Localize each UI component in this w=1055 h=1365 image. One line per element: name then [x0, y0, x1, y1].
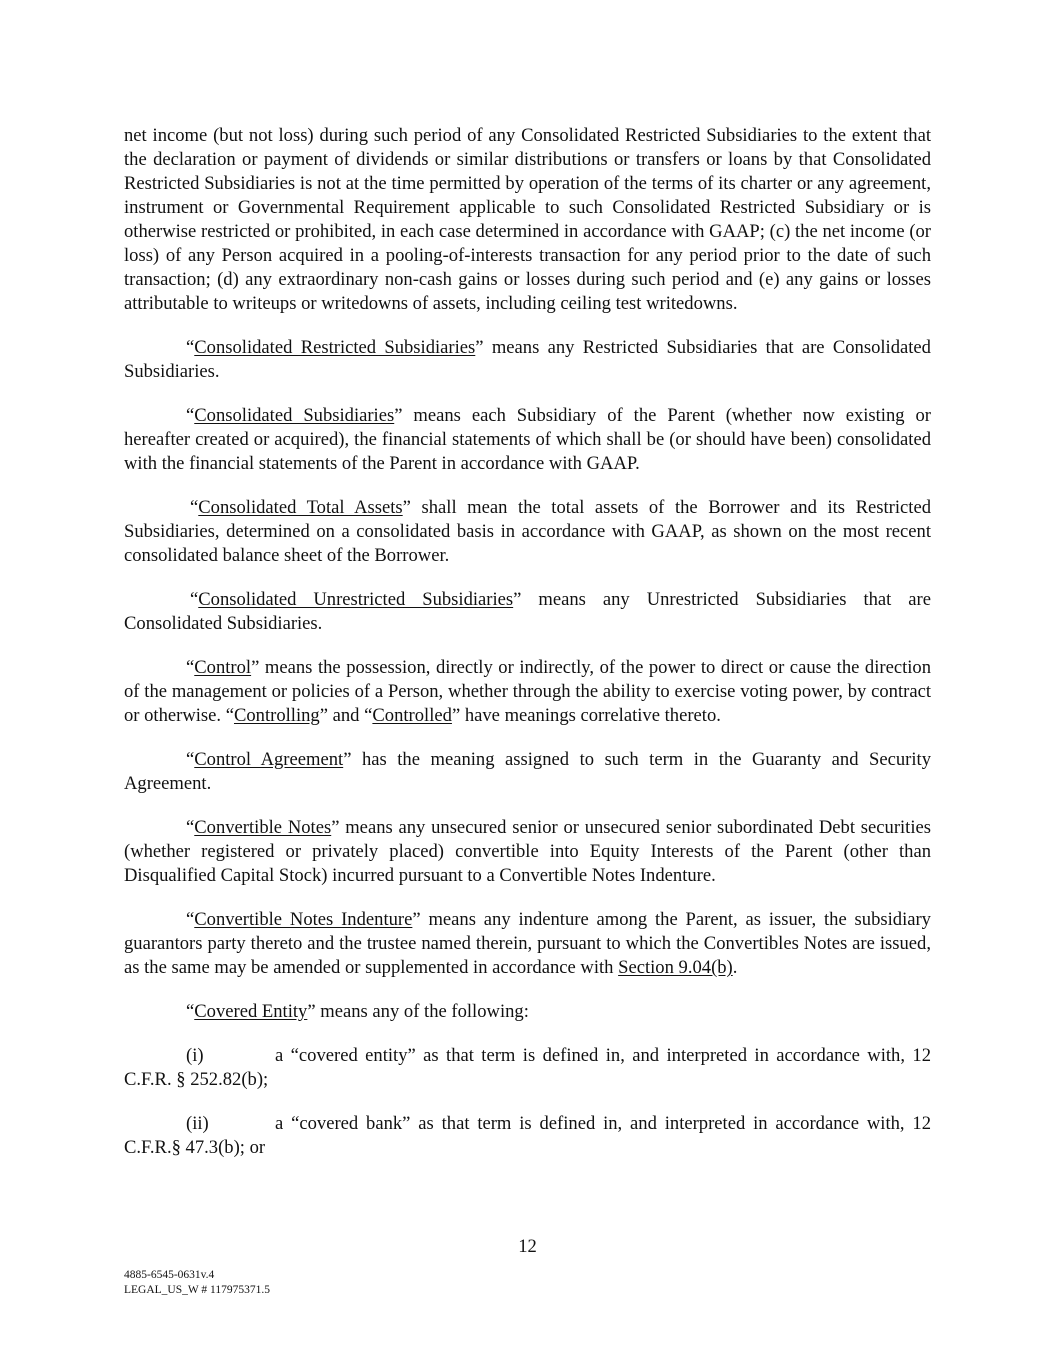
list-number: (ii) — [186, 1113, 209, 1134]
defined-term: Consolidated Subsidiaries — [194, 405, 395, 426]
defined-term: Consolidated Total Assets — [198, 497, 403, 518]
definition-convertible-notes-indenture — [124, 908, 931, 980]
open-quote: “ — [186, 909, 195, 930]
definition-consolidated-subsidiaries — [124, 404, 931, 476]
footer-doc-id: 4885-6545-0631v.4 — [124, 1269, 215, 1281]
definition-control — [124, 656, 931, 728]
definition-control-agreement — [124, 748, 931, 796]
definition-text: ” means any Unrestricted Subsidiaries that are Consolidated Subsidiaries. — [124, 589, 932, 634]
list-item-text: a “covered bank” as that term is defined in, and interpreted in accordance with, 12 C.F.R.§ 47.3(b); or — [124, 1113, 931, 1158]
defined-term: Control — [194, 657, 252, 678]
defined-term-controlled: Controlled — [372, 705, 452, 726]
list-item-text: a “covered entity” as that term is defined in, and interpreted in accordance with, 12 C.F.R. § 252.82(b); — [124, 1045, 931, 1090]
definition-text: ” means the possession, directly or indirectly, of the power to direct or cause the direction of the management or policies of a Person, whether through the ability to exercise voting power, by contract or otherwise. “ — [124, 657, 931, 726]
definition-text: ” have meanings correlative thereto. — [451, 705, 721, 726]
definition-text-end: . — [732, 957, 738, 978]
definition-consolidated-restricted-subsidiaries — [124, 336, 931, 384]
open-quote: “ — [186, 749, 195, 770]
defined-term-controlling: Controlling — [233, 705, 320, 726]
list-number: (i) — [186, 1045, 204, 1066]
defined-term: Covered Entity — [194, 1001, 308, 1022]
definition-text: ” means any unsecured senior or unsecured senior subordinated Debt securities (whether registered or privately placed) convertible into Equity Interests of the Parent (other than Disqualified Capital Stock) incurred pursuant to a Convertible Notes Indenture. — [124, 817, 932, 886]
definition-text: ” means any indenture among the Parent, as issuer, the subsidiary guarantors party thereto and the trustee named therein, pursuant to which the Convertibles Notes are issued, as the same may be amended or supplemented in accordance with — [124, 909, 931, 978]
definition-convertible-notes — [124, 816, 931, 888]
definition-text: ” means any of the following: — [307, 1001, 529, 1022]
defined-term: Control Agreement — [194, 749, 344, 770]
open-quote: “ — [190, 589, 199, 610]
definition-consolidated-total-assets — [124, 496, 931, 568]
definition-consolidated-unrestricted-subsidiaries — [124, 588, 931, 636]
defined-term: Consolidated Unrestricted Subsidiaries — [198, 589, 514, 610]
definition-text: ” and “ — [319, 705, 373, 726]
paragraph-continuation: net income (but not loss) during such period of any Consolidated Restricted Subsidiaries to the extent that the declaration or payment of dividends or similar distributions or transfers or loans by that Consolidated Restricted Subsidiaries is not at the time permitted by operation of the terms of its charter or any agreement, instrument or Governmental Requirement applicable to such Consolidated Restricted Subsidiary or is otherwise restricted or prohibited, in each case determined in accordance with GAAP; (c) the net income (or loss) of any Person acquired in a pooling-of-interests transaction for any period prior to the date of such transaction; (d) any extraordinary non-cash gains or losses during such period and (e) any gains or losses attributable to writeups or writedowns of assets, including ceiling test writedowns. — [124, 125, 931, 314]
page-number: 12 — [518, 1236, 537, 1257]
document-body — [124, 124, 931, 1180]
list-item-i — [124, 1044, 931, 1092]
definition-covered-entity — [124, 1000, 931, 1024]
open-quote: “ — [186, 817, 195, 838]
defined-term: Convertible Notes — [194, 817, 332, 838]
open-quote: “ — [186, 1001, 195, 1022]
list-item-ii — [124, 1112, 931, 1160]
footer-legal-id: LEGAL_US_W # 117975371.5 — [124, 1284, 270, 1296]
open-quote: “ — [186, 405, 195, 426]
section-reference: Section 9.04(b) — [618, 957, 733, 978]
open-quote: “ — [186, 657, 195, 678]
definition-text: ” means each Subsidiary of the Parent (whether now existing or hereafter created or acquired), the financial statements of which shall be (or should have been) consolidated with the financial statements of the Parent in accordance with GAAP. — [124, 405, 931, 474]
definition-text: ” has the meaning assigned to such term in the Guaranty and Security Agreement. — [124, 749, 931, 794]
open-quote: “ — [186, 337, 195, 358]
definition-text: ” means any Restricted Subsidiaries that are Consolidated Subsidiaries. — [124, 337, 931, 382]
defined-term: Consolidated Restricted Subsidiaries — [194, 337, 476, 358]
definition-text: ” shall mean the total assets of the Borrower and its Restricted Subsidiaries, determined on a consolidated basis in accordance with GAAP, as shown on the most recent consolidated balance sheet of the Borrower. — [124, 497, 931, 566]
defined-term: Convertible Notes Indenture — [194, 909, 413, 930]
document-footer — [124, 1268, 270, 1298]
open-quote: “ — [190, 497, 199, 518]
